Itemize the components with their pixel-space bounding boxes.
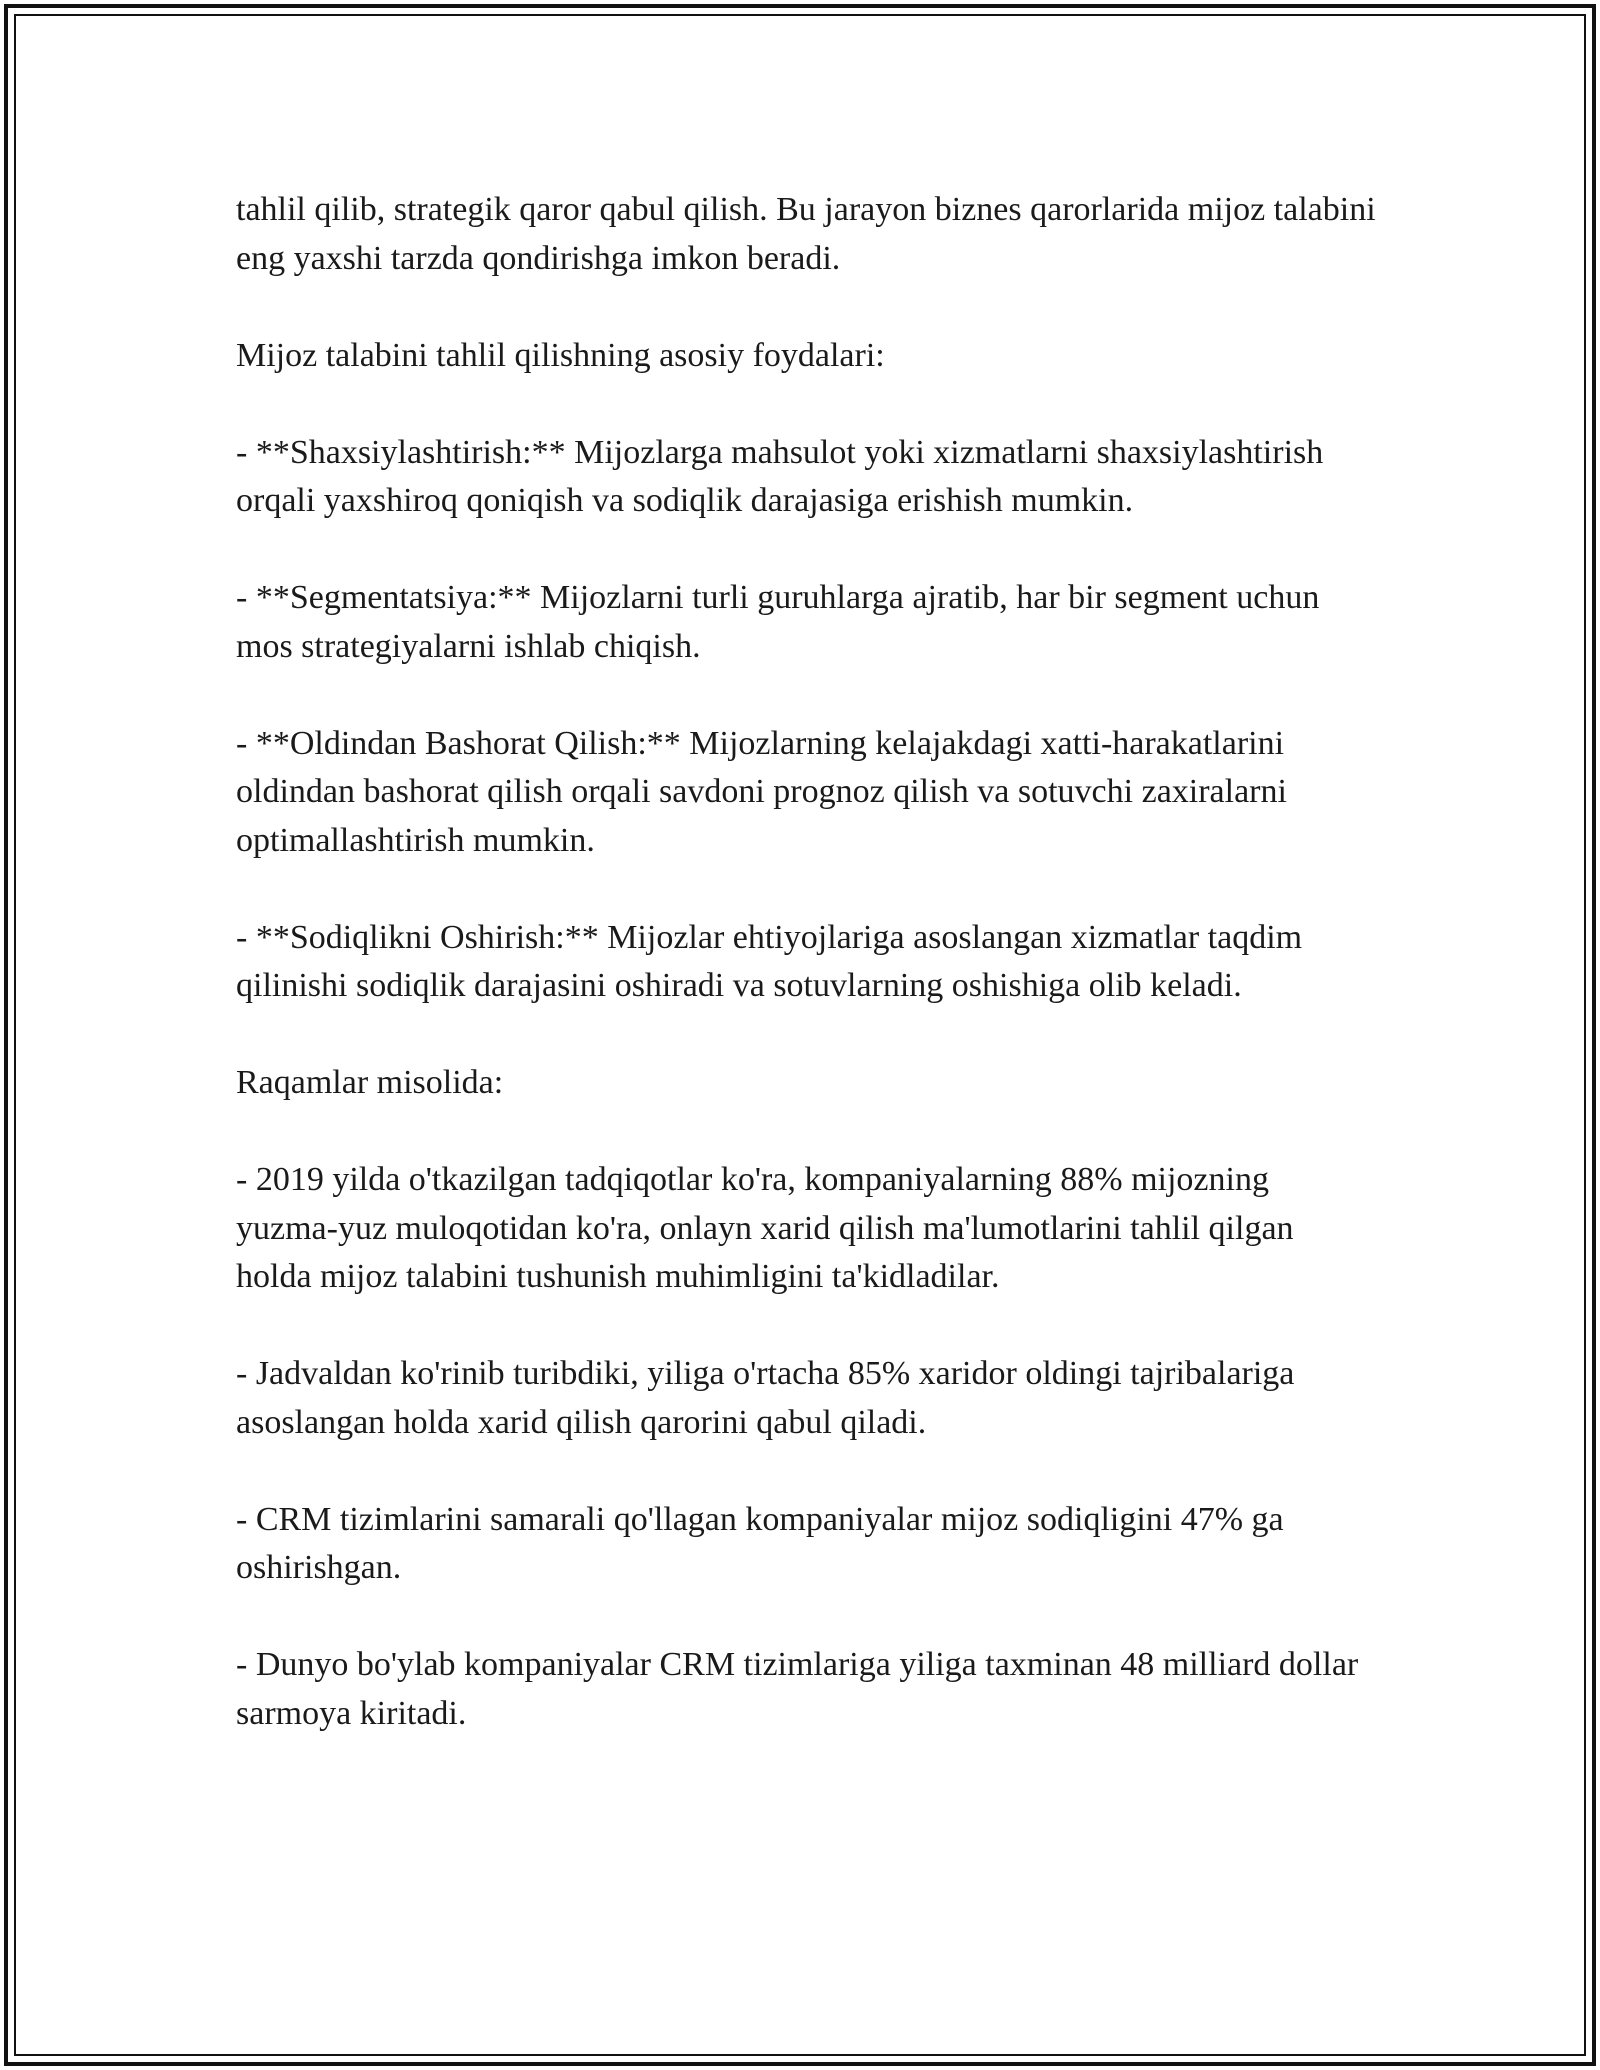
paragraph-numbers-heading: Raqamlar misolida:: [236, 1064, 504, 1101]
list-item-shaxsiylashtirish: - **Shaxsiylashtirish:** Mijozlarga mahsulot yoki xizmatlarni shaxsiylashtirish orqali yaxshiroq qoniqish va sodiqlik darajasiga erishish mumkin.: [236, 433, 1324, 519]
paragraph-benefits-heading: Mijoz talabini tahlil qilishning asosiy foydalari:: [236, 336, 885, 374]
document-body: [236, 186, 1376, 1787]
list-item-stat-85: - Jadvaldan ko'rinib turibdiki, yiliga o'rtacha 85% xaridor oldingi tajribalariga asoslangan holda xarid qilish qarorini qabul qiladi.: [236, 1355, 1295, 1441]
list-item-sodiqlik: - **Sodiqlikni Oshirish:** Mijozlar ehtiyojlariga asoslangan xizmatlar taqdim qilinishi sodiqlik darajasini oshiradi va sotuvlarning oshishiga olib keladi.: [236, 918, 1303, 1004]
list-item-bashorat: - **Oldindan Bashorat Qilish:** Mijozlarning kelajakdagi xatti-harakatlarini oldindan bashorat qilish orqali savdoni prognoz qilish va sotuvchi zaxiralarni optimallashtirish mumkin.: [236, 724, 1287, 859]
paragraph-intro-continuation: tahlil qilib, strategik qaror qabul qilish. Bu jarayon biznes qarorlarida mijoz talabini eng yaxshi tarzda qondirishga imkon beradi.: [236, 191, 1376, 277]
list-item-stat-2019: - 2019 yilda o'tkazilgan tadqiqotlar ko'ra, kompaniyalarning 88% mijozning yuzma-yuz muloqotidan ko'ra, onlayn xarid qilish ma'lumotlarini tahlil qilgan holda mijoz talabini tushunish muhimligini ta'kidladilar.: [236, 1161, 1294, 1295]
list-item-stat-48: - Dunyo bo'ylab kompaniyalar CRM tizimlariga yiliga taxminan 48 milliard dollar sarmoya kiritadi.: [236, 1646, 1359, 1732]
list-item-stat-47: - CRM tizimlarini samarali qo'llagan kompaniyalar mijoz sodiqligini 47% ga oshirishgan.: [236, 1500, 1284, 1586]
list-item-segmentatsiya: - **Segmentatsiya:** Mijozlarni turli guruhlarga ajratib, har bir segment uchun mos strategiyalarni ishlab chiqish.: [236, 579, 1320, 665]
